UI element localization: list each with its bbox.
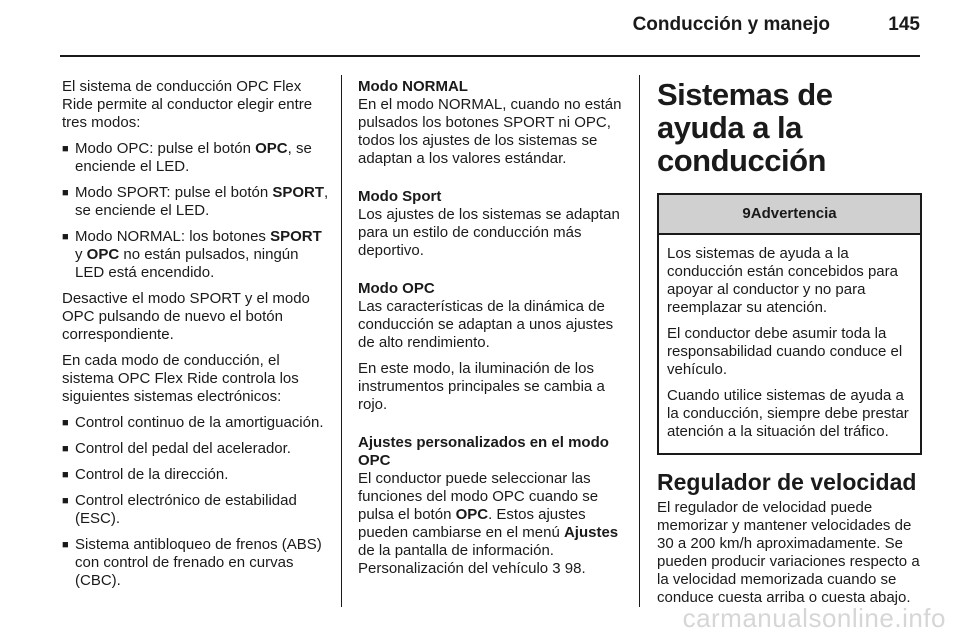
deactivate-paragraph: Desactive el modo SPORT y el modo OPC pulsando de nuevo el botón correspondiente. (62, 290, 310, 343)
opc-button-label: OPC (255, 140, 288, 157)
warning-paragraph: El conductor debe asumir toda la responsabilidad cuando conduce el vehículo. (667, 325, 903, 378)
watermark: carmanualsonline.info (682, 603, 946, 633)
column-1 (62, 78, 330, 598)
cruise-control-text: El regulador de velocidad puede memorizar y mantener velocidades de 30 a 200 km/h aproximadamente. Se pueden producir variaciones respecto a la velocidad memorizada cuando se conduce cuesta arriba o cuesta abajo. (657, 499, 920, 606)
header-rule (60, 55, 920, 57)
opc-mode-heading: Modo OPC (358, 280, 435, 297)
sport-button-label: SPORT (272, 184, 325, 201)
warning-header (659, 195, 920, 235)
sport-mode-heading: Modo Sport (358, 188, 442, 205)
list-item-opc-mode: ■ Modo OPC: pulse el botón OPC, se enciende el LED. (62, 140, 330, 176)
column-divider-2 (639, 75, 640, 607)
warning-paragraph: Cuando utilice sistemas de ayuda a la conducción, siempre debe prestar atención a la situación del tráfico. (667, 387, 909, 440)
warning-label: Advertencia (750, 205, 837, 222)
custom-settings-text: El conductor puede seleccionar las funciones del modo OPC cuando se pulsa el botón OPC. Estos ajustes pueden cambiarse en el menú Ajustes de la pantalla de información. Personalización del vehículo 3 98. (358, 470, 619, 577)
systems-intro-paragraph: En cada modo de conducción, el sistema OPC Flex Ride controla los siguientes sistemas electrónicos: (62, 352, 299, 405)
list-item-sport-mode: ■ Modo SPORT: pulse el botón SPORT, se enciende el LED. (62, 184, 330, 220)
warning-box (657, 193, 922, 455)
list-item: ■ Control electrónico de estabilidad (ESC). (62, 492, 330, 528)
column-3 (657, 78, 922, 615)
column-divider-1 (341, 75, 342, 607)
warning-triangle-icon: 9 (742, 205, 751, 222)
list-item: ■ Sistema antibloqueo de frenos (ABS) con control de frenado en curvas (CBC). (62, 536, 330, 590)
intro-paragraph: El sistema de conducción OPC Flex Ride permite al conductor elegir entre tres modos: (62, 78, 313, 131)
normal-mode-text: En el modo NORMAL, cuando no están pulsados los botones SPORT ni OPC, todos los ajustes de los sistemas se adaptan a los valores estándar. (358, 96, 622, 167)
warning-body (659, 235, 920, 453)
opc-button-label: OPC (86, 246, 120, 263)
cruise-control-title: Regulador de velocidad (657, 469, 917, 495)
list-item-normal-mode: ■ Modo NORMAL: los botones SPORT y OPC no están pulsados, ningún LED está encendido. (62, 228, 330, 282)
driver-assistance-title: Sistemas de ayuda a la conducción (657, 77, 833, 178)
sport-button-label: SPORT (270, 228, 322, 245)
column-2 (358, 78, 624, 586)
custom-settings-heading: Ajustes personalizados en el modo OPC (358, 434, 609, 469)
list-item: ■ Control del pedal del acelerador. (62, 440, 330, 458)
sport-mode-text: Los ajustes de los sistemas se adaptan para un estilo de conducción más deportivo. (358, 206, 620, 259)
page-number: 145 (888, 14, 920, 35)
opc-button-label: OPC (455, 506, 489, 523)
list-item: ■ Control continuo de la amortiguación. (62, 414, 330, 432)
opc-illumination-text: En este modo, la iluminación de los instrumentos principales se cambia a rojo. (358, 360, 605, 413)
opc-mode-text: Las características de la dinámica de conducción se adaptan a unos ajustes de alto rendimiento. (358, 298, 614, 351)
section-title: Conducción y manejo (632, 14, 830, 35)
normal-mode-heading: Modo NORMAL (358, 78, 468, 95)
list-item: ■ Control de la dirección. (62, 466, 330, 484)
warning-paragraph: Los sistemas de ayuda a la conducción están concebidos para apoyar al conductor y no para reemplazar su atención. (667, 245, 898, 316)
page-reference-arrow-icon: 3 (552, 560, 561, 577)
settings-menu-label: Ajustes (563, 524, 619, 541)
